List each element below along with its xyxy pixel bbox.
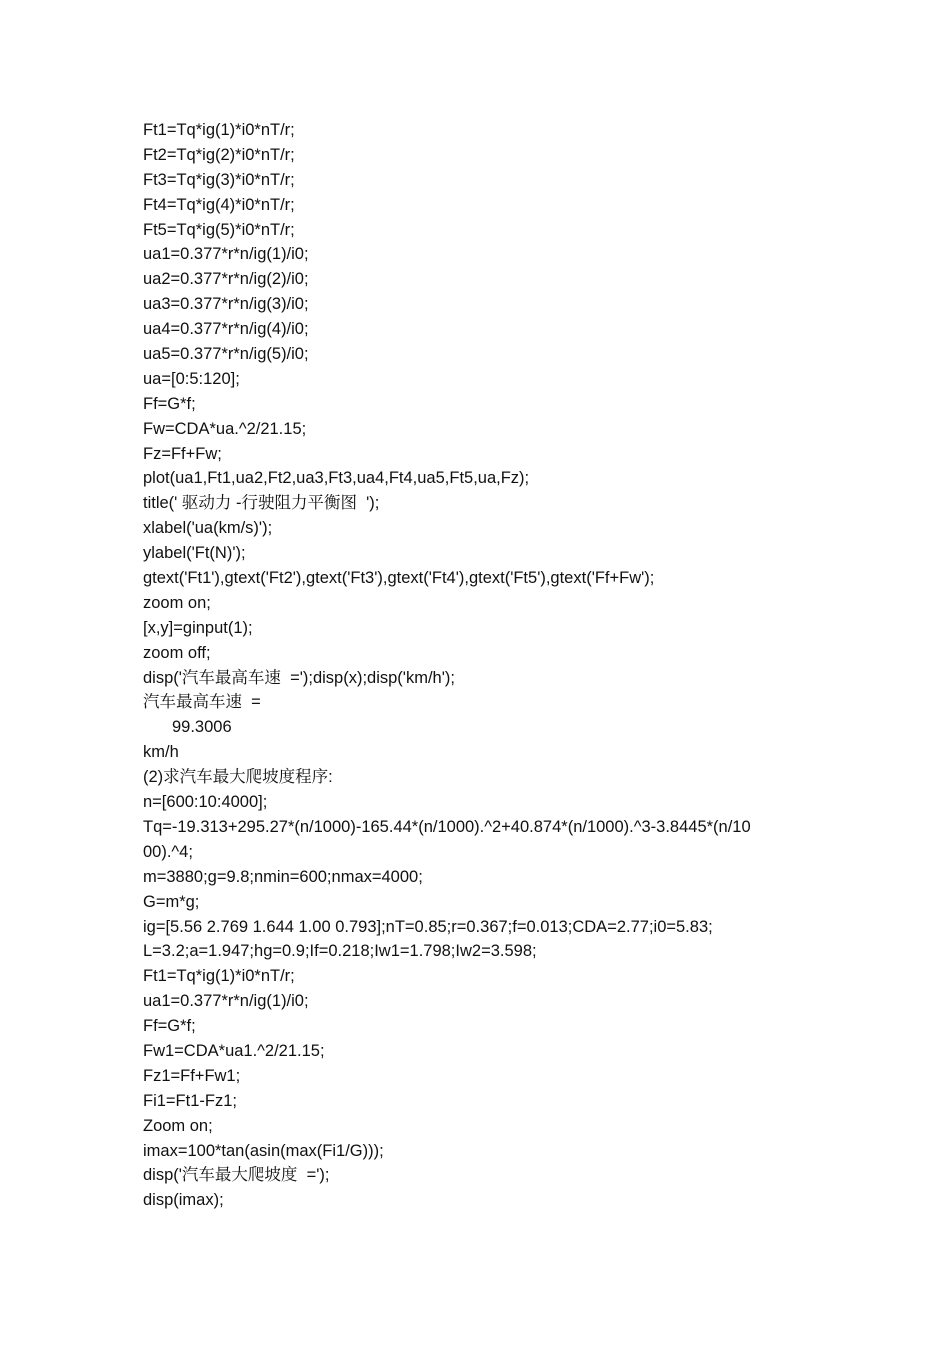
- code-line: gtext('Ft1'),gtext('Ft2'),gtext('Ft3'),gtext('Ft4'),gtext('Ft5'),gtext('Ff+Fw');: [143, 569, 655, 588]
- code-line: Ft5=Tq*ig(5)*i0*nT/r;: [143, 220, 295, 239]
- code-line: Tq=-19.313+295.27*(n/1000)-165.44*(n/1000).^2+40.874*(n/1000).^3-3.8445*(n/10: [143, 817, 751, 836]
- code-line: zoom on;: [143, 593, 211, 612]
- code-line: Ft1=Tq*ig(1)*i0*nT/r;: [143, 967, 295, 986]
- code-line: Fz=Ff+Fw;: [143, 444, 222, 463]
- code-line: Ft4=Tq*ig(4)*i0*nT/r;: [143, 195, 295, 214]
- code-line: ua4=0.377*r*n/ig(4)/i0;: [143, 320, 309, 339]
- code-line: disp('汽车最大爬坡度 =');: [143, 1166, 330, 1185]
- code-line: Ft3=Tq*ig(3)*i0*nT/r;: [143, 170, 295, 189]
- code-line: ig=[5.56 2.769 1.644 1.00 0.793];nT=0.85;r=0.367;f=0.013;CDA=2.77;i0=5.83;: [143, 917, 713, 936]
- output-line: 汽车最高车速 =: [143, 693, 261, 712]
- code-line: disp('汽车最高车速 =');disp(x);disp('km/h');: [143, 668, 455, 687]
- output-value: 99.3006: [172, 718, 232, 737]
- code-line: ua1=0.377*r*n/ig(1)/i0;: [143, 245, 309, 264]
- code-line: n=[600:10:4000];: [143, 793, 268, 812]
- code-line: G=m*g;: [143, 892, 200, 911]
- code-line: imax=100*tan(asin(max(Fi1/G)));: [143, 1141, 384, 1160]
- matlab-code-block: [143, 118, 813, 1213]
- code-line: Fi1=Ft1-Fz1;: [143, 1091, 237, 1110]
- code-line: ua5=0.377*r*n/ig(5)/i0;: [143, 345, 309, 364]
- code-line: Fw1=CDA*ua1.^2/21.15;: [143, 1041, 325, 1060]
- code-line: plot(ua1,Ft1,ua2,Ft2,ua3,Ft3,ua4,Ft4,ua5,Ft5,ua,Fz);: [143, 469, 530, 488]
- code-line: 00).^4;: [143, 842, 193, 861]
- code-line: ua3=0.377*r*n/ig(3)/i0;: [143, 295, 309, 314]
- section-heading: (2)求汽车最大爬坡度程序:: [143, 768, 333, 787]
- code-line: ylabel('Ft(N)');: [143, 544, 246, 563]
- code-line: ua1=0.377*r*n/ig(1)/i0;: [143, 992, 309, 1011]
- code-line: Zoom on;: [143, 1116, 213, 1135]
- code-line: xlabel('ua(km/s)');: [143, 519, 273, 538]
- code-line: Fw=CDA*ua.^2/21.15;: [143, 419, 307, 438]
- code-line: Ft1=Tq*ig(1)*i0*nT/r;: [143, 121, 295, 139]
- code-line: L=3.2;a=1.947;hg=0.9;If=0.218;Iw1=1.798;Iw2=3.598;: [143, 942, 537, 961]
- code-line: zoom off;: [143, 643, 211, 662]
- code-line: m=3880;g=9.8;nmin=600;nmax=4000;: [143, 867, 423, 886]
- code-line: Ft2=Tq*ig(2)*i0*nT/r;: [143, 145, 295, 164]
- code-line: title(' 驱动力 -行驶阻力平衡图 ');: [143, 494, 380, 513]
- code-line: ua2=0.377*r*n/ig(2)/i0;: [143, 270, 309, 289]
- code-line: ua=[0:5:120];: [143, 369, 240, 388]
- output-line: km/h: [143, 743, 179, 762]
- code-line: Ff=G*f;: [143, 394, 196, 413]
- code-line: [x,y]=ginput(1);: [143, 618, 253, 637]
- code-line: Fz1=Ff+Fw1;: [143, 1066, 241, 1085]
- code-line: Ff=G*f;: [143, 1017, 196, 1036]
- code-line: disp(imax);: [143, 1191, 224, 1210]
